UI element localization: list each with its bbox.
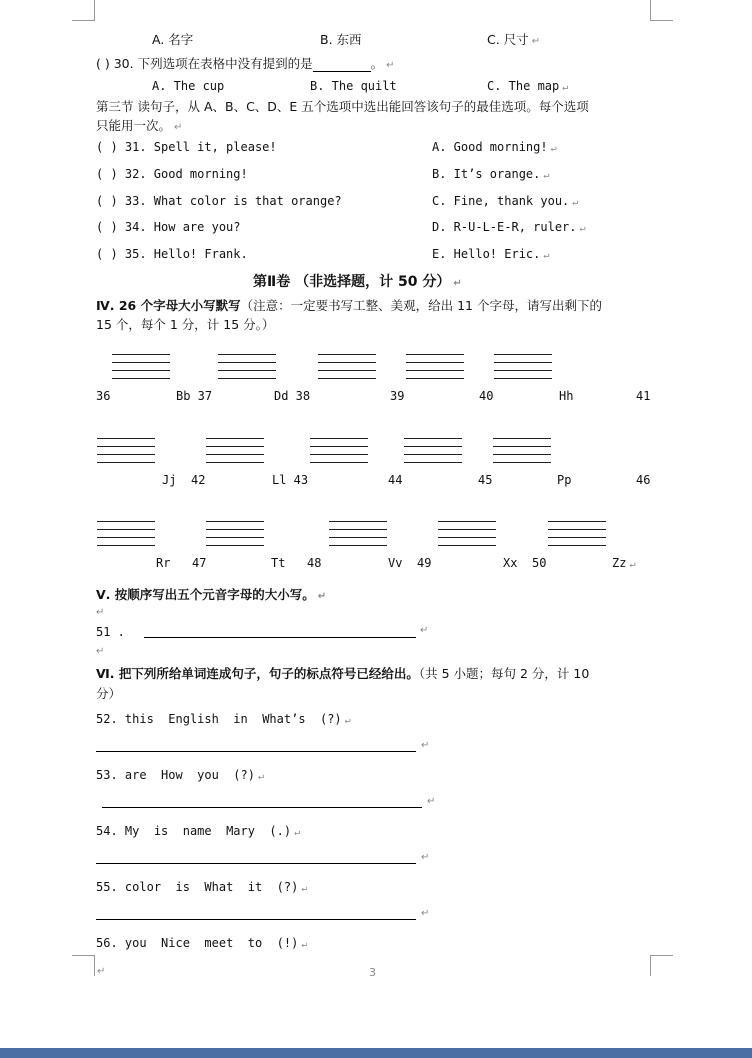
letter-label: Xx — [503, 556, 518, 570]
page-number: 3 — [369, 966, 376, 979]
match-option: C. Fine, thank you. ↵ — [432, 194, 579, 208]
q29-option-c: C. 尺寸 ↵ — [487, 32, 541, 47]
q29-option-a: A. 名字 — [152, 32, 194, 47]
answer-line[interactable] — [102, 807, 422, 808]
section-5-heading: Ⅴ. 按顺序写出五个元音字母的大小写。 ↵ — [96, 587, 327, 602]
match-question: ( ) 32. Good morning! — [96, 167, 248, 181]
section-6-heading-cont: 分） — [96, 686, 122, 701]
sentence-item: 53. are How you (?) ↵ — [96, 768, 264, 782]
writing-lines[interactable] — [97, 438, 155, 472]
letter-label: Zz ↵ — [612, 556, 636, 570]
q30-option-c: C. The map ↵ — [487, 79, 569, 93]
letter-label: Rr — [156, 556, 171, 570]
writing-lines[interactable] — [406, 354, 464, 388]
letter-label: 44 — [388, 473, 403, 487]
crop-mark-top-left — [72, 0, 95, 21]
paragraph-mark: ↵ — [97, 966, 106, 977]
answer-line[interactable] — [96, 919, 416, 920]
match-question: ( ) 33. What color is that orange? — [96, 194, 342, 208]
letter-label: 39 — [390, 389, 405, 403]
writing-lines[interactable] — [97, 521, 155, 555]
letter-label: 36 — [96, 389, 111, 403]
letter-label: 47 — [192, 556, 207, 570]
letter-label: Dd 38 — [274, 389, 311, 403]
crop-mark-top-right — [650, 0, 673, 21]
part-2-title: 第Ⅱ卷 （非选择题，计 50 分） ↵ — [253, 274, 462, 290]
paragraph-mark: ↵ — [421, 740, 430, 751]
section-3-instruction-cont: 只能用一次。 ↵ — [96, 118, 183, 133]
writing-lines[interactable] — [329, 521, 387, 555]
q29-option-b: B. 东西 — [320, 32, 362, 47]
letter-label: Pp — [557, 473, 572, 487]
letter-label: Hh — [559, 389, 574, 403]
question-30: ( ) 30. 下列选项在表格中没有提到的是 。 ↵ — [96, 56, 395, 71]
letter-label: 49 — [417, 556, 432, 570]
section-6-heading: Ⅵ. 把下列所给单词连成句子，句子的标点符号已经给出。（共 5 小题；每句 2 分，计 10 — [96, 666, 590, 681]
paragraph-mark: ↵ — [421, 908, 430, 919]
writing-lines[interactable] — [493, 438, 551, 472]
letter-label: Jj — [162, 473, 177, 487]
match-question: ( ) 35. Hello! Frank. — [96, 247, 248, 261]
letter-label: Vv — [388, 556, 403, 570]
q30-option-a: A. The cup — [152, 79, 225, 93]
answer-line[interactable] — [144, 637, 416, 638]
sentence-item: 52. this English in What’s (?) ↵ — [96, 712, 351, 726]
sentence-item: 55. color is What it (?) ↵ — [96, 880, 308, 894]
match-option: D. R-U-L-E-R, ruler. ↵ — [432, 220, 586, 234]
letter-label: Bb 37 — [176, 389, 213, 403]
letter-label: 46 — [636, 473, 651, 487]
sentence-item: 54. My is name Mary (.) ↵ — [96, 824, 301, 838]
q30-option-b: B. The quilt — [310, 79, 397, 93]
crop-mark-bottom-left — [72, 955, 95, 976]
writing-lines[interactable] — [548, 521, 606, 555]
section-3-instruction: 第三节 读句子，从 A、B、C、D、E 五个选项中选出能回答该句子的最佳选项。每个选项 — [96, 99, 589, 114]
writing-lines[interactable] — [206, 521, 264, 555]
letter-label: Tt — [271, 556, 286, 570]
answer-blank[interactable] — [313, 59, 371, 72]
paragraph-mark: ↵ — [421, 852, 430, 863]
writing-lines[interactable] — [318, 354, 376, 388]
letter-label: 50 — [532, 556, 547, 570]
writing-lines[interactable] — [404, 438, 462, 472]
paragraph-mark: ↵ — [96, 607, 105, 618]
sentence-item: 56. you Nice meet to (!) ↵ — [96, 936, 308, 950]
letter-label: 42 — [191, 473, 206, 487]
match-option: B. It’s orange. ↵ — [432, 167, 550, 181]
writing-lines[interactable] — [218, 354, 276, 388]
section-4-heading: Ⅳ. 26 个字母大小写默写（注意：一定要书写工整、美观，给出 11 个字母，请写出剩下的 — [96, 298, 602, 313]
q51-label: 51 . — [96, 625, 125, 639]
match-option: A. Good morning! ↵ — [432, 140, 557, 154]
section-4-heading-cont: 15 个，每个 1 分，计 15 分。） — [96, 317, 275, 332]
paragraph-mark: ↵ — [96, 646, 105, 657]
window-bottom-bar — [0, 1048, 752, 1058]
letter-label: Ll 43 — [272, 473, 309, 487]
match-question: ( ) 34. How are you? — [96, 220, 241, 234]
crop-mark-bottom-right — [650, 955, 673, 976]
writing-lines[interactable] — [438, 521, 496, 555]
match-option: E. Hello! Eric. ↵ — [432, 247, 550, 261]
letter-label: 40 — [479, 389, 494, 403]
paragraph-mark: ↵ — [420, 625, 429, 636]
writing-lines[interactable] — [112, 354, 170, 388]
match-question: ( ) 31. Spell it, please! — [96, 140, 277, 154]
paragraph-mark: ↵ — [427, 796, 436, 807]
letter-label: 45 — [478, 473, 493, 487]
answer-line[interactable] — [96, 863, 416, 864]
answer-line[interactable] — [96, 751, 416, 752]
writing-lines[interactable] — [494, 354, 552, 388]
writing-lines[interactable] — [310, 438, 368, 472]
letter-label: 41 — [636, 389, 651, 403]
letter-label: 48 — [307, 556, 322, 570]
writing-lines[interactable] — [206, 438, 264, 472]
